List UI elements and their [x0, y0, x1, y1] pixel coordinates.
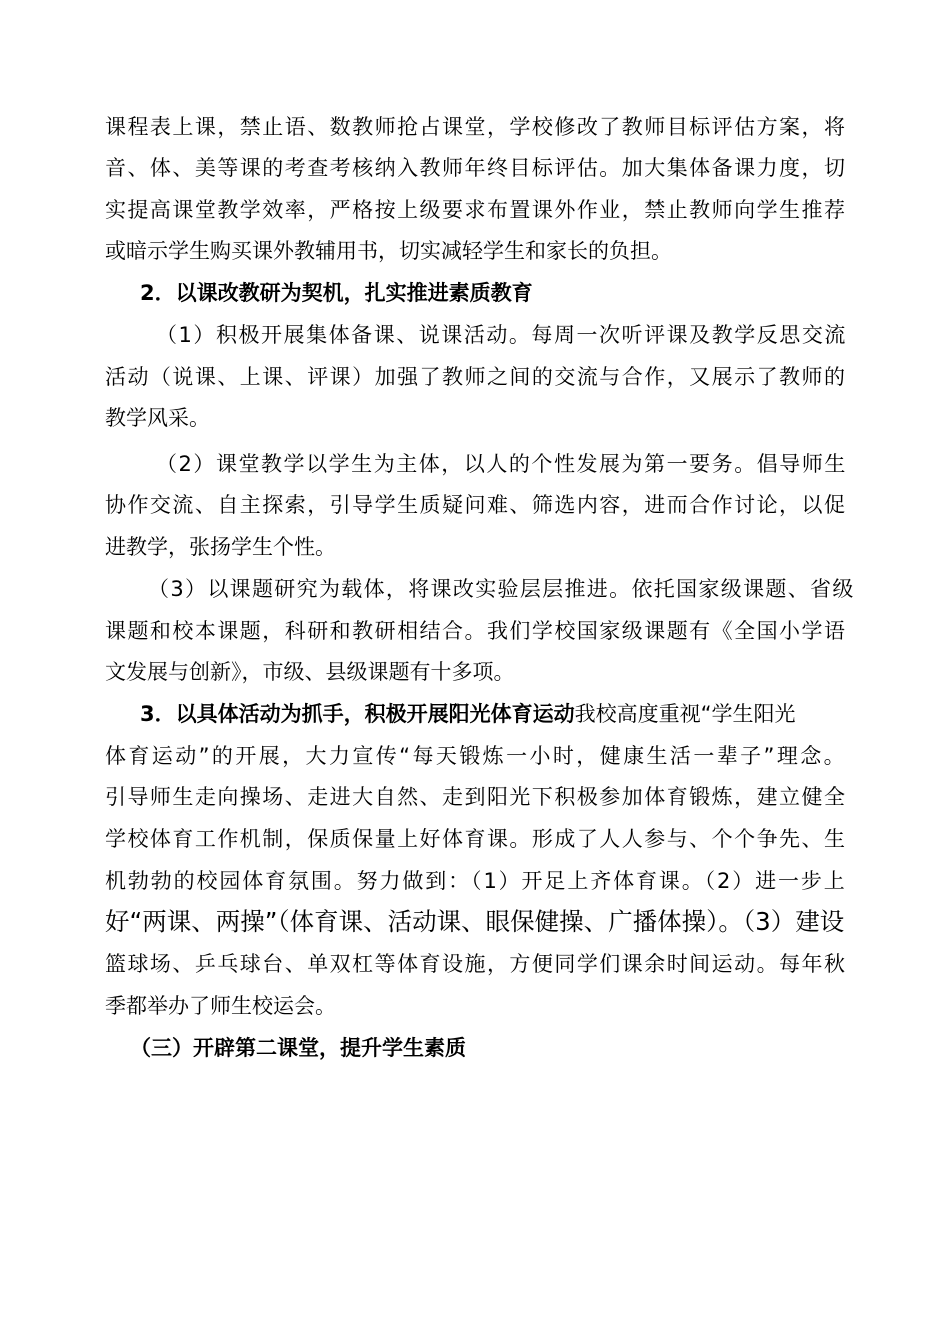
- body-text-line: 协作交流、自主探索，引导学生质疑问难、筛选内容，进而合作讨论，以促: [105, 493, 847, 517]
- body-text-line: 季都举办了师生校运会。: [105, 994, 336, 1018]
- body-text-line: 体育运动”的开展，大力宣传“每天锻炼一小时，健康生活一辈子”理念。: [105, 744, 848, 768]
- body-text-line: 机勃勃的校园体育氛围。努力做到：（1）开足上齐体育课。（2）进一步上: [105, 869, 847, 893]
- section-heading-2: 2．以课改教研为契机，扎实推进素质教育: [140, 281, 533, 305]
- body-text-line: 课程表上课，禁止语、数教师抢占课堂，学校修改了教师目标评估方案，将: [105, 115, 847, 139]
- body-text-line: （2）课堂教学以学生为主体，以人的个性发展为第一要务。倡导师生: [156, 452, 847, 476]
- body-text-line: 学校体育工作机制，保质保量上好体育课。形成了人人参与、个个争先、生: [105, 827, 847, 851]
- body-text-run: 我校高度重视“学生阳光: [574, 702, 796, 726]
- body-text-line: （1）积极开展集体备课、说课活动。每周一次听评课及教学反思交流: [156, 323, 847, 347]
- section-heading-3: 3．以具体活动为抓手，积极开展阳光体育运动: [140, 702, 575, 726]
- body-text-line: 实提高课堂教学效率，严格按上级要求布置课外作业，禁止教师向学生推荐: [105, 198, 847, 222]
- body-text-line: 教学风采。: [105, 406, 210, 430]
- body-text-line: （3）以课题研究为载体，将课改实验层层推进。依托国家级课题、省级: [148, 577, 855, 601]
- body-text-line: 进教学，张扬学生个性。: [105, 535, 336, 559]
- body-text-line: 文发展与创新》，市级、县级课题有十多项。: [105, 660, 515, 684]
- body-text-line: 引导师生走向操场、走进大自然、走到阳光下积极参加体育锻炼，建立健全: [105, 785, 847, 809]
- body-text-line: [140, 699, 796, 729]
- body-text-line: 音、体、美等课的考查考核纳入教师年终目标评估。加大集体备课力度，切: [105, 156, 847, 180]
- body-text-line: 好“两课、两操”（体育课、活动课、眼保健操、广播体操）。（3）建设: [105, 907, 845, 936]
- section-heading-3-sub: （三）开辟第二课堂，提升学生素质: [130, 1036, 466, 1060]
- body-text-line: 课题和校本课题，科研和教研相结合。我们学校国家级课题有《全国小学语: [105, 619, 847, 643]
- body-text-line: 篮球场、乒乓球台、单双杠等体育设施，方便同学们课余时间运动。每年秋: [105, 952, 847, 976]
- body-text-line: 活动（说课、上课、评课）加强了教师之间的交流与合作，又展示了教师的: [105, 365, 847, 389]
- body-text-line: 或暗示学生购买课外教辅用书，切实减轻学生和家长的负担。: [105, 239, 672, 263]
